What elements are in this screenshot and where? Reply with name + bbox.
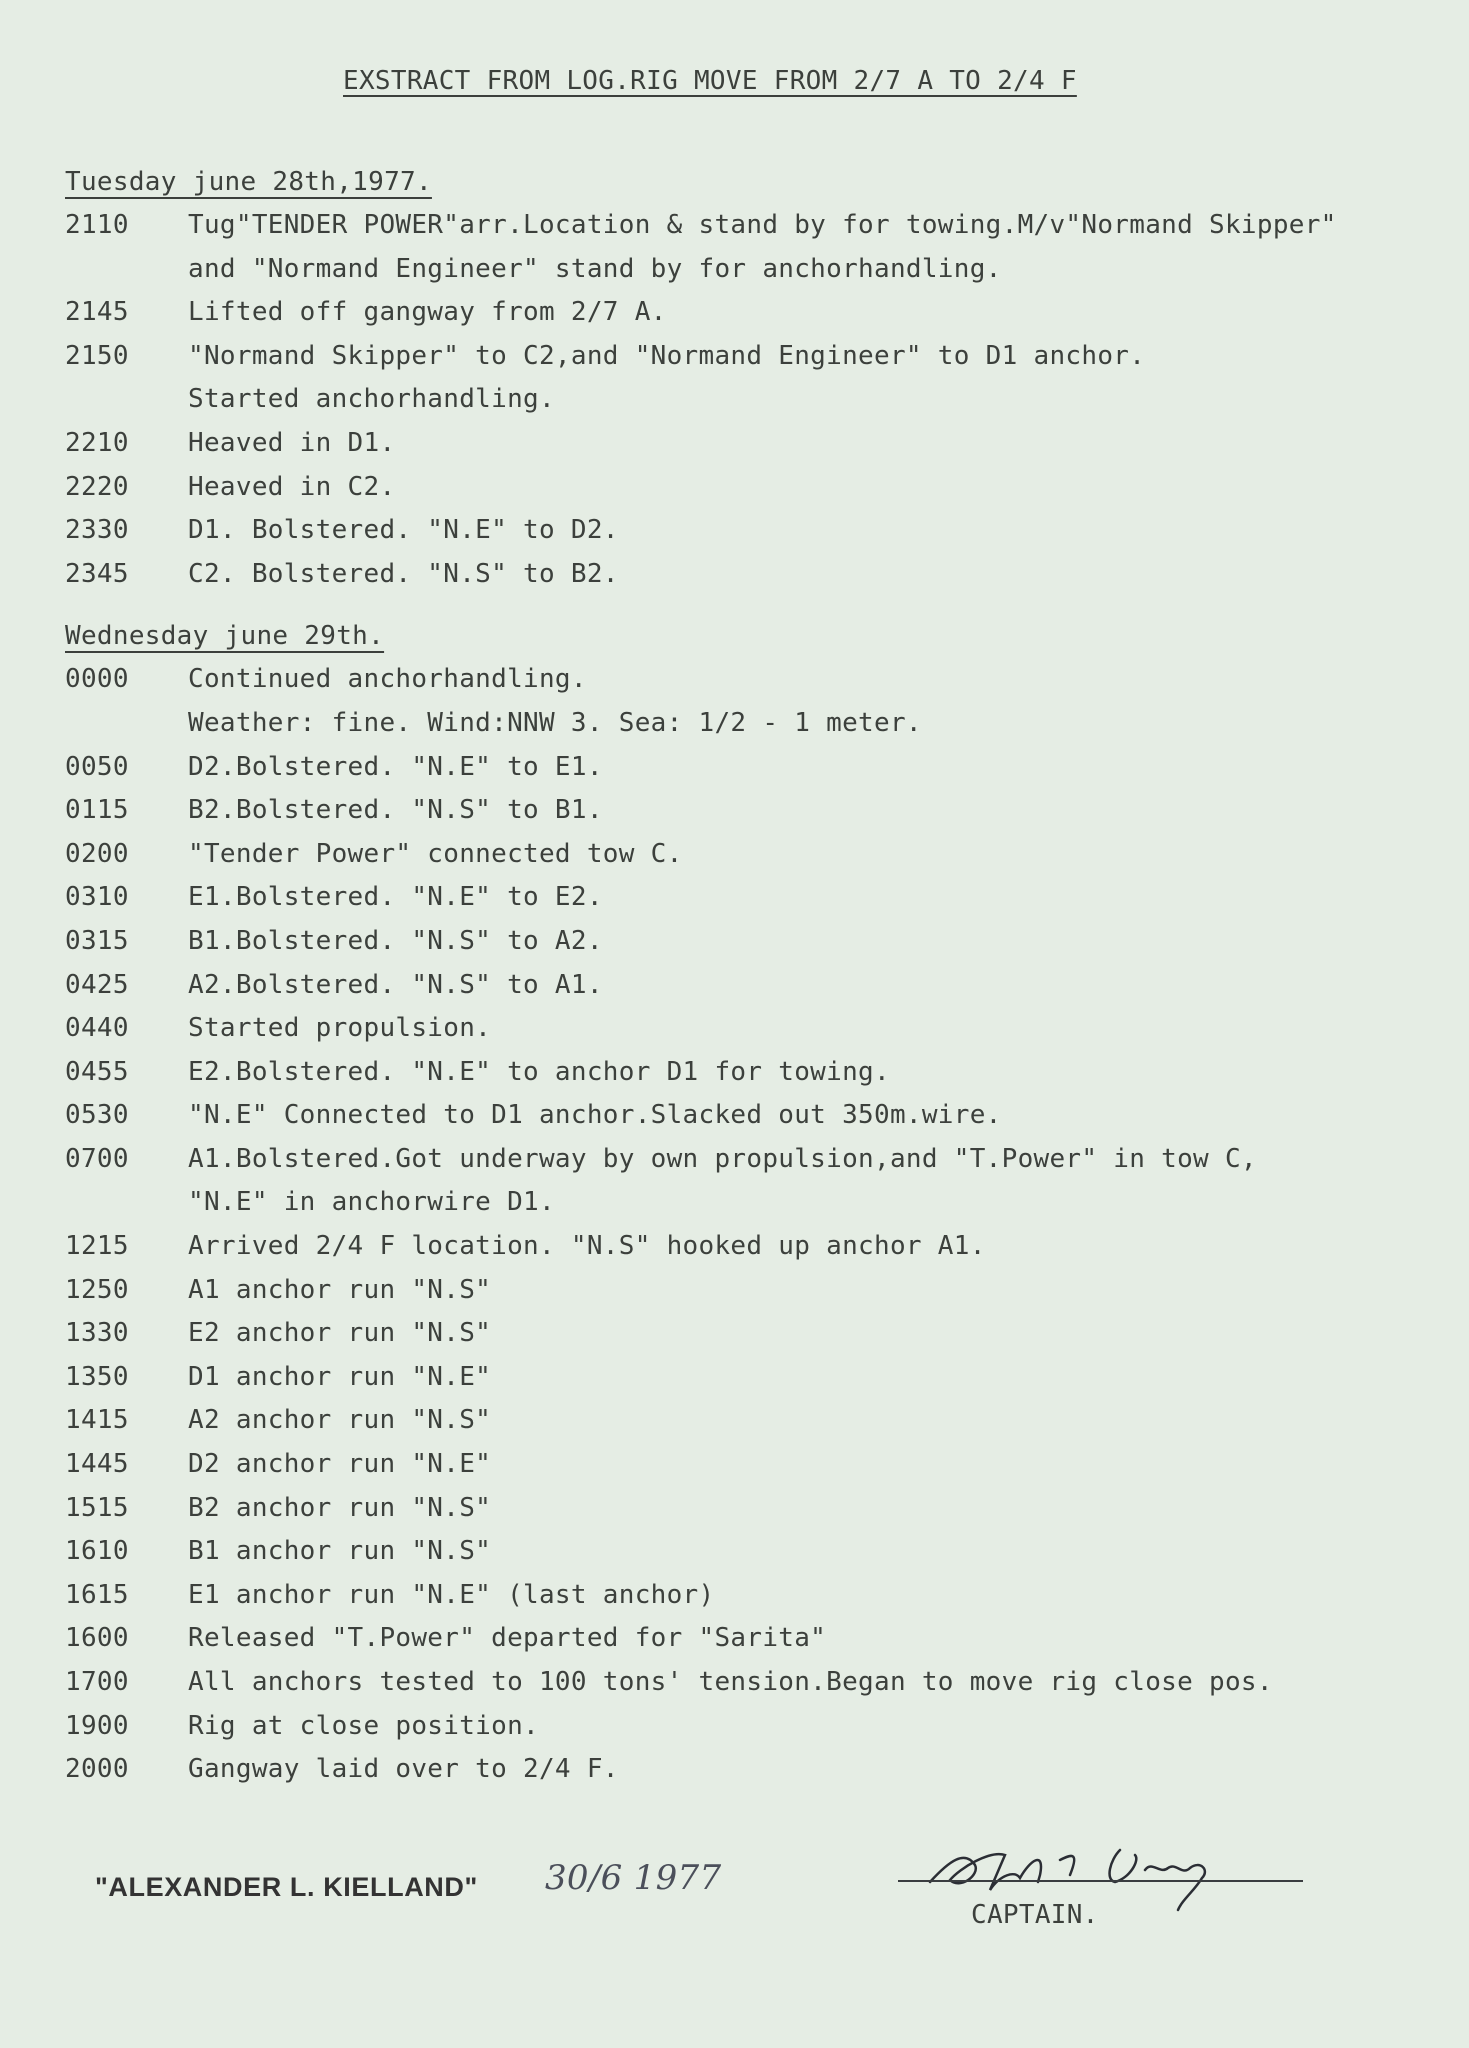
- entry-text: Continued anchorhandling.: [188, 664, 587, 695]
- entry-time: 1445: [65, 1449, 129, 1480]
- log-entry: [65, 702, 1455, 746]
- entry-text: E2.Bolstered. "N.E" to anchor D1 for towing.: [188, 1056, 890, 1087]
- entry-text: "Tender Power" connected tow C.: [188, 838, 683, 869]
- captain-label: CAPTAIN.: [971, 1900, 1099, 1930]
- entry-time: 0530: [65, 1100, 129, 1131]
- entry-time: 1600: [65, 1623, 129, 1654]
- section-gap: [65, 596, 1455, 614]
- entry-time: 2110: [65, 210, 129, 240]
- log-entry: [65, 1225, 1455, 1269]
- entry-text: "N.E" Connected to D1 anchor.Slacked out 350m.wire.: [188, 1100, 1002, 1131]
- log-entry: [65, 204, 1455, 248]
- section-heading: Tuesday june 28th,1977.: [65, 167, 432, 197]
- log-entry: [65, 553, 1455, 597]
- log-entry: [65, 378, 1455, 422]
- log-entry: [65, 789, 1455, 833]
- entry-time: 0315: [65, 925, 129, 956]
- entry-text: E1 anchor run "N.E" (last anchor): [188, 1579, 715, 1610]
- log-entry: [65, 509, 1455, 553]
- log-entry: [65, 658, 1455, 702]
- entry-text: E1.Bolstered. "N.E" to E2.: [188, 882, 603, 913]
- log-entry: [65, 1138, 1455, 1182]
- entry-text: B1 anchor run "N.S": [188, 1536, 492, 1567]
- entry-text: All anchors tested to 100 tons' tension.Began to move rig close pos.: [188, 1667, 1273, 1697]
- entry-text: B1.Bolstered. "N.S" to A2.: [188, 925, 603, 956]
- log-entry: [65, 1574, 1455, 1618]
- entry-time: 2345: [65, 558, 129, 589]
- log-entry: [65, 1356, 1455, 1400]
- entry-text: A2.Bolstered. "N.S" to A1.: [188, 969, 603, 1000]
- log-entry: [65, 920, 1455, 964]
- entry-time: 1610: [65, 1536, 129, 1567]
- log-entry: [65, 876, 1455, 920]
- entry-text: D2 anchor run "N.E": [188, 1449, 492, 1480]
- entry-time: 2150: [65, 340, 129, 371]
- entry-text: Started anchorhandling.: [188, 384, 555, 415]
- entry-time: 0115: [65, 795, 129, 826]
- entry-time: 0440: [65, 1013, 129, 1044]
- log-entries: [65, 160, 1455, 1792]
- entry-time: 1515: [65, 1492, 129, 1523]
- entry-time: 0000: [65, 664, 129, 695]
- entry-text: Released "T.Power" departed for "Sarita": [188, 1623, 827, 1654]
- log-entry: [65, 1487, 1455, 1531]
- entry-text: A1 anchor run "N.S": [188, 1274, 492, 1305]
- entry-text: Lifted off gangway from 2/7 A.: [188, 297, 667, 328]
- log-entry: [65, 1051, 1455, 1095]
- entry-text: C2. Bolstered. "N.S" to B2.: [188, 558, 619, 589]
- document-title: EXSTRACT FROM LOG.RIG MOVE FROM 2/7 A TO 2/4 F: [343, 66, 1077, 96]
- entry-text: Rig at close position.: [188, 1710, 539, 1741]
- entry-text: "N.E" in anchorwire D1.: [188, 1187, 555, 1218]
- log-entry: [65, 335, 1455, 379]
- entry-text: B2.Bolstered. "N.S" to B1.: [188, 795, 603, 826]
- log-entry: [65, 746, 1455, 790]
- entry-time: 0050: [65, 751, 129, 782]
- entry-time: 2220: [65, 471, 129, 502]
- entry-time: 1415: [65, 1405, 129, 1436]
- entry-text: D1 anchor run "N.E": [188, 1361, 492, 1392]
- log-entry: [65, 1312, 1455, 1356]
- entry-time: [65, 702, 188, 746]
- entry-time: 2330: [65, 515, 129, 546]
- entry-time: 2145: [65, 297, 129, 328]
- entry-text: D2.Bolstered. "N.E" to E1.: [188, 751, 603, 782]
- entry-text: A1.Bolstered.Got underway by own propulsion,and "T.Power" in tow C,: [188, 1143, 1257, 1174]
- entry-text: and "Normand Engineer" stand by for anchorhandling.: [188, 253, 1002, 284]
- log-entry: [65, 1617, 1455, 1661]
- log-entry: [65, 1269, 1455, 1313]
- log-entry: [65, 1007, 1455, 1051]
- entry-text: B2 anchor run "N.S": [188, 1492, 492, 1523]
- log-entry: [65, 1399, 1455, 1443]
- log-entry: [65, 1181, 1455, 1225]
- entry-text: Started propulsion.: [188, 1013, 492, 1044]
- entry-time: 1615: [65, 1579, 129, 1610]
- entry-time: 1330: [65, 1318, 129, 1349]
- entry-time: 1350: [65, 1361, 129, 1392]
- log-entry: [65, 1530, 1455, 1574]
- entry-time: 0700: [65, 1143, 129, 1174]
- entry-text: Heaved in C2.: [188, 471, 396, 502]
- log-entry: [65, 466, 1455, 510]
- entry-text: D1. Bolstered. "N.E" to D2.: [188, 515, 619, 546]
- log-entry: [65, 964, 1455, 1008]
- entry-text: Weather: fine. Wind:NNW 3. Sea: 1/2 - 1 meter.: [188, 707, 922, 738]
- entry-time: 2210: [65, 427, 129, 458]
- entry-time: [65, 248, 188, 292]
- entry-time: 1250: [65, 1274, 129, 1305]
- log-entry: [65, 422, 1455, 466]
- entry-time: [65, 378, 188, 422]
- entry-time: [65, 1181, 188, 1225]
- handwritten-date: 30/6 1977: [545, 1858, 722, 1898]
- section-heading: Wednesday june 29th.: [65, 621, 385, 652]
- entry-time: 2000: [65, 1754, 129, 1785]
- entry-time: 0455: [65, 1056, 129, 1087]
- log-entry: [65, 248, 1455, 292]
- signature-line: [898, 1880, 1303, 1882]
- log-entry: [65, 1748, 1455, 1792]
- log-entry: [65, 1443, 1455, 1487]
- entry-time: 0310: [65, 882, 129, 913]
- entry-time: 1900: [65, 1710, 129, 1741]
- entry-text: Gangway laid over to 2/4 F.: [188, 1754, 619, 1785]
- entry-text: Tug"TENDER POWER"arr.Location & stand by for towing.M/v"Normand Skipper": [188, 210, 1337, 240]
- log-entry: [65, 1661, 1455, 1705]
- entry-time: 1700: [65, 1667, 129, 1697]
- entry-text: A2 anchor run "N.S": [188, 1405, 492, 1436]
- entry-time: 1215: [65, 1231, 129, 1262]
- entry-text: "Normand Skipper" to C2,and "Normand Engineer" to D1 anchor.: [188, 340, 1146, 371]
- log-entry: [65, 1094, 1455, 1138]
- entry-time: 0200: [65, 838, 129, 869]
- ship-name: "ALEXANDER L. KIELLAND": [95, 1872, 478, 1902]
- entry-text: Heaved in D1.: [188, 427, 396, 458]
- log-entry: [65, 833, 1455, 877]
- entry-text: E2 anchor run "N.S": [188, 1318, 492, 1349]
- log-entry: [65, 1705, 1455, 1749]
- entry-time: 0425: [65, 969, 129, 1000]
- entry-text: Arrived 2/4 F location. "N.S" hooked up anchor A1.: [188, 1231, 986, 1262]
- log-entry: [65, 291, 1455, 335]
